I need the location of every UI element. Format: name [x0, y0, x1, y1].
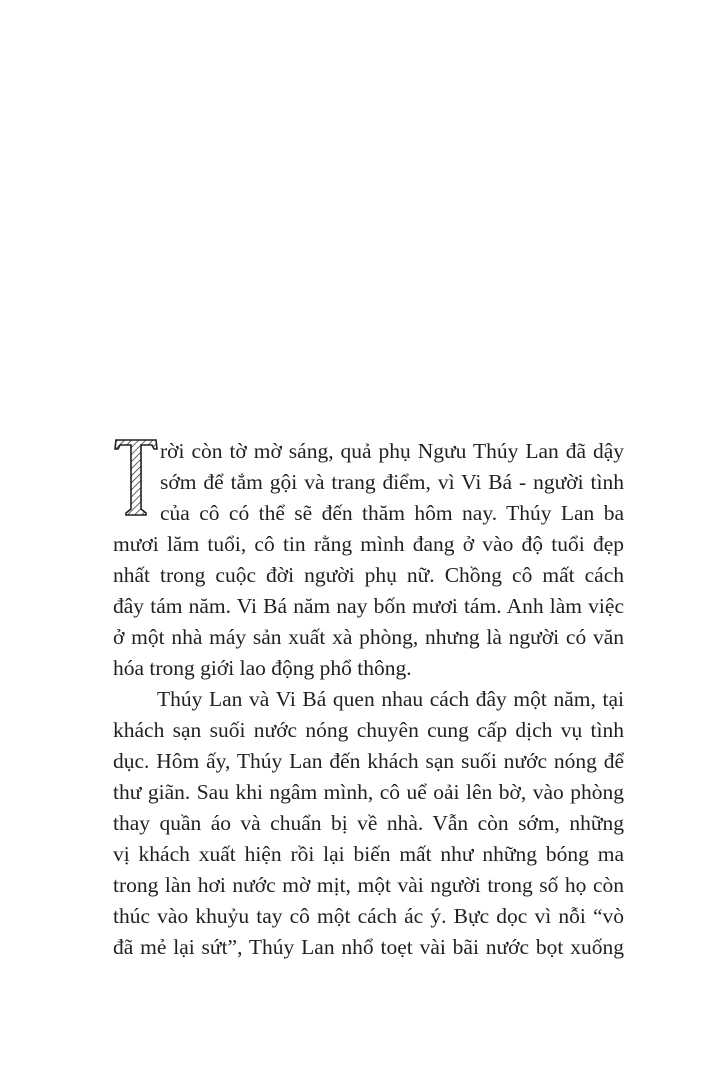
paragraph-1-line-3: của cô có thể sẽ đến thăm hôm nay. Thúy Lan ba [160, 501, 624, 525]
paragraph-2-line-7: trong làn hơi nước mờ mịt, một vài người trong số họ còn [113, 873, 624, 897]
paragraph-2-line-6: vị khách xuất hiện rồi lại biến mất như những bóng ma [113, 842, 624, 866]
paragraph-2-line-9: đã mẻ lại sứt”, Thúy Lan nhổ toẹt vài bãi nước bọt xuống [113, 935, 624, 959]
paragraph-2-line-1: Thúy Lan và Vi Bá quen nhau cách đây một năm, tại [157, 687, 624, 711]
paragraph-1-line-5: nhất trong cuộc đời người phụ nữ. Chồng cô mất cách [113, 563, 624, 587]
paragraph-1-line-2: sớm để tắm gội và trang điểm, vì Vi Bá - người tình [160, 470, 624, 494]
paragraph-1-line-8: hóa trong giới lao động phổ thông. [113, 656, 412, 680]
paragraph-2-line-4: thư giãn. Sau khi ngâm mình, cô uể oải lên bờ, vào phòng [113, 780, 624, 804]
dropcap-letter-t [113, 437, 159, 517]
paragraph-2-line-2: khách sạn suối nước nóng chuyên cung cấp dịch vụ tình [113, 718, 624, 742]
paragraph-2-line-5: thay quần áo và chuẩn bị về nhà. Vẫn còn sớm, những [113, 811, 624, 835]
paragraph-2-line-3: dục. Hôm ấy, Thúy Lan đến khách sạn suối nước nóng để [113, 749, 624, 773]
paragraph-1-line-6: đây tám năm. Vi Bá năm nay bốn mươi tám. Anh làm việc [113, 594, 624, 618]
paragraph-1-line-1: rời còn tờ mờ sáng, quả phụ Ngưu Thúy Lan đã dậy [160, 439, 624, 463]
paragraph-1-line-4: mươi lăm tuổi, cô tin rằng mình đang ở vào độ tuổi đẹp [113, 532, 624, 556]
paragraph-2-line-8: thúc vào khuỷu tay cô một cách ác ý. Bực dọc vì nỗi “vò [113, 904, 624, 928]
paragraph-1-line-7: ở một nhà máy sản xuất xà phòng, nhưng là người có văn [113, 625, 624, 649]
